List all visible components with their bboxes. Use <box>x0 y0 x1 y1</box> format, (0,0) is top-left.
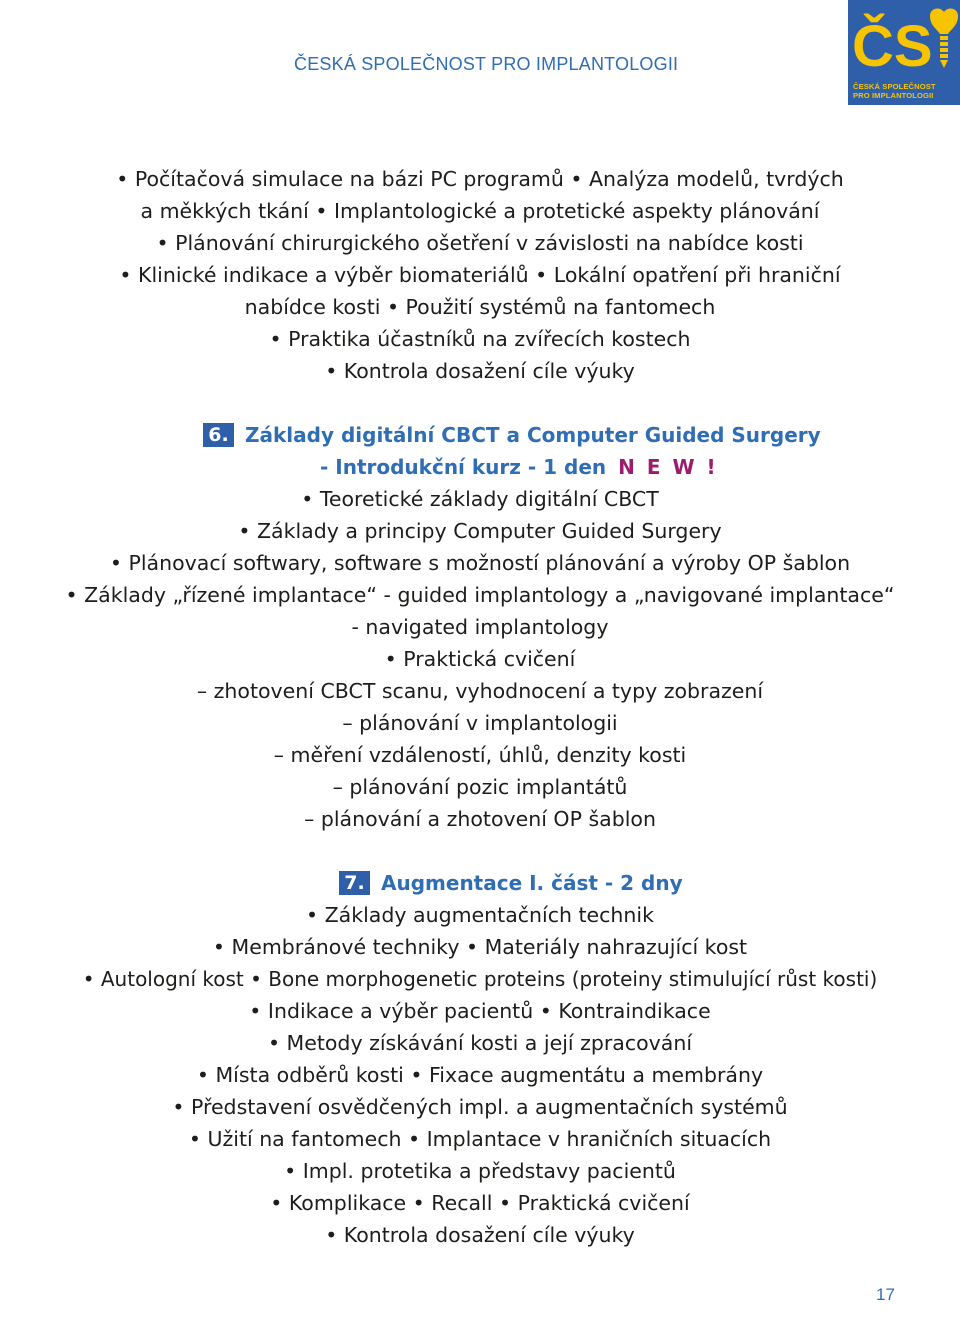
section-6-subtitle-text: - Introdukční kurz - 1 den <box>320 455 607 479</box>
section-7-line: • Základy augmentačních technik <box>306 903 654 927</box>
section-6-subtitle <box>320 454 718 480</box>
section-7-line: • Autologní kost • Bone morphogenetic proteins (proteiny stimulující růst kosti) <box>82 967 878 991</box>
intro-line: • Počítačová simulace na bázi PC programů • Analýza modelů, tvrdých <box>116 167 844 191</box>
section-6-line: • Teoretické základy digitální CBCT <box>301 487 659 511</box>
logo-caption-line1: ČESKÁ SPOLEČNOST <box>853 82 936 91</box>
section-7-line: • Membránové techniky • Materiály nahrazující kost <box>212 935 748 959</box>
section-6-line: • Základy a principy Computer Guided Surgery <box>238 519 722 543</box>
intro-line: • Klinické indikace a výběr biomateriálů • Lokální opatření při hraniční <box>119 263 841 287</box>
section-6-title: Základy digitální CBCT a Computer Guided Surgery <box>245 423 821 447</box>
intro-line: nabídce kosti • Použití systémů na fantomech <box>244 295 716 319</box>
section-6-number-badge: 6. <box>203 423 234 447</box>
logo-mark <box>848 0 960 82</box>
intro-line: • Plánování chirurgického ošetření v závislosti na nabídce kosti <box>156 231 804 255</box>
section-6-subitem: – měření vzdáleností, úhlů, denzity kosti <box>273 743 687 767</box>
section-7-line: • Komplikace • Recall • Praktická cvičení <box>270 1191 690 1215</box>
section-6-subitem: – zhotovení CBCT scanu, vyhodnocení a typy zobrazení <box>196 679 764 703</box>
society-logo <box>848 0 960 105</box>
section-7-line: • Metody získávání kosti a její zpracování <box>267 1031 693 1055</box>
section-7-line: • Impl. protetika a představy pacientů <box>284 1159 676 1183</box>
section-7-title: Augmentace I. část - 2 dny <box>381 871 683 895</box>
section-7-line: • Představení osvědčených impl. a augmentačních systémů <box>172 1095 788 1119</box>
logo-letters: ČS <box>852 14 933 79</box>
society-header-title: ČESKÁ SPOLEČNOST PRO IMPLANTOLOGII <box>294 54 679 74</box>
section-6-line: • Základy „řízené implantace“ - guided implantology a „navigované implantace“ <box>65 583 895 607</box>
section-6-line: • Plánovací softwary, software s možností plánování a výroby OP šablon <box>109 551 851 575</box>
page-number: 17 <box>876 1285 895 1304</box>
intro-line: • Praktika účastníků na zvířecích kostech <box>269 327 691 351</box>
intro-line: • Kontrola dosažení cíle výuky <box>325 359 635 383</box>
section-7-line: • Místa odběrů kosti • Fixace augmentátu a membrány <box>196 1063 764 1087</box>
section-6-subitem: – plánování v implantologii <box>342 711 618 735</box>
logo-caption <box>853 82 957 100</box>
section-7-line: • Kontrola dosažení cíle výuky <box>325 1223 635 1247</box>
tooth-implant-icon <box>930 9 958 68</box>
section-6-line: • Praktická cvičení <box>384 647 576 671</box>
intro-line: a měkkých tkání • Implantologické a protetické aspekty plánování <box>140 199 820 223</box>
section-7-line: • Užití na fantomech • Implantace v hraničních situacích <box>188 1127 772 1151</box>
section-7-number-badge: 7. <box>339 871 370 895</box>
section-6-subitem: – plánování pozic implantátů <box>332 775 628 799</box>
section-6-line: - navigated implantology <box>351 615 609 639</box>
section-7-line: • Indikace a výběr pacientů • Kontraindikace <box>249 999 711 1023</box>
new-badge: N E W ! <box>618 455 719 479</box>
section-6-subitem: – plánování a zhotovení OP šablon <box>304 807 656 831</box>
logo-caption-line2: PRO IMPLANTOLOGII <box>853 91 934 100</box>
